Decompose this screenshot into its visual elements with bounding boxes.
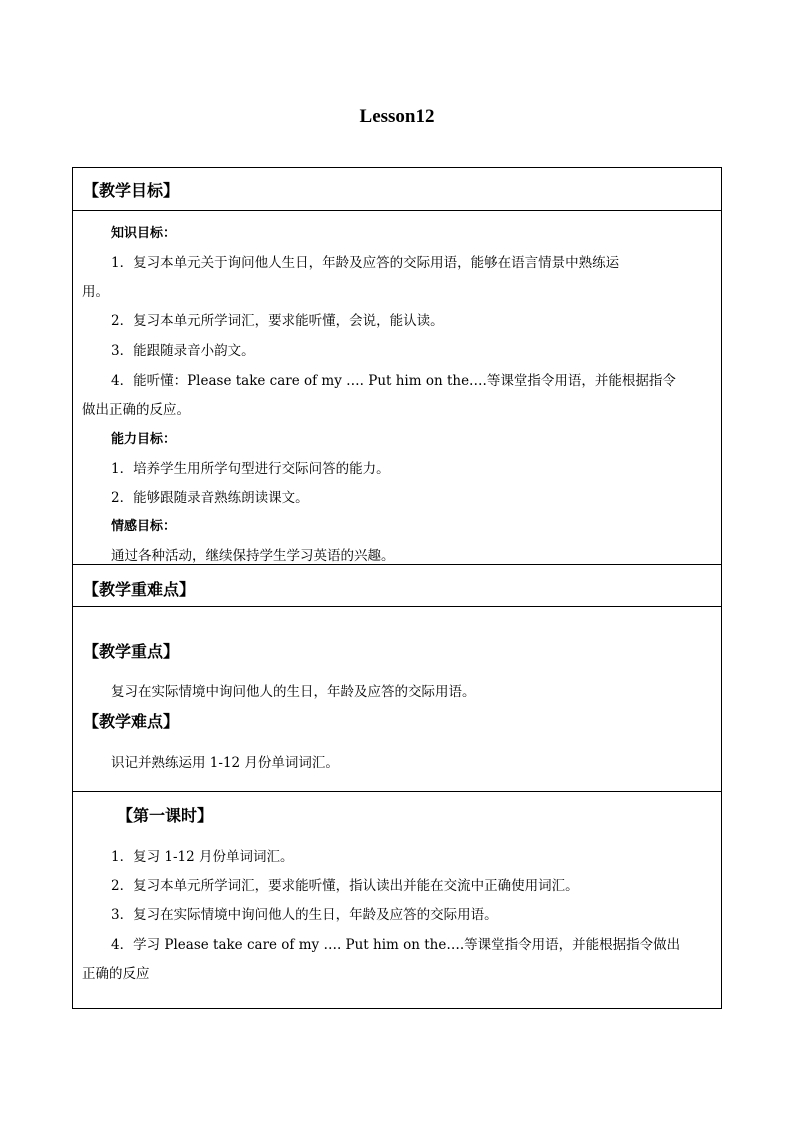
knowledge-item: 3．能跟随录音小韵文。 [111,343,255,359]
difficulty-header: 【教学难点】 [83,712,180,731]
knowledge-label: 知识目标： [111,226,177,241]
emotion-label: 情感目标： [111,519,177,534]
lesson-header: 【第一课时】 [117,806,214,825]
knowledge-item: 4．能听懂：Please take care of my …. Put him on the….等课堂指令用语，并能根据指令 [111,373,676,389]
difficulty-text: 识记并熟练运用 1-12 月份单词词汇。 [111,755,339,771]
page-title: Lesson12 [359,106,435,127]
ability-item: 1．培养学生用所学句型进行交际问答的能力。 [111,461,390,477]
key-points-header: 【教学重难点】 [83,580,196,599]
divider [73,210,721,211]
lesson-item: 3．复习在实际情境中询问他人的生日，年龄及应答的交际用语。 [111,907,498,923]
lesson-item: 2．复习本单元所学词汇，要求能听懂，指认读出并能在交流中正确使用词汇。 [111,878,579,894]
lesson-plan-table [72,167,722,1009]
emotion-text: 通过各种活动，继续保持学生学习英语的兴趣。 [111,548,395,564]
divider [73,564,721,565]
knowledge-item: 用。 [82,284,109,300]
focus-text: 复习在实际情境中询问他人的生日，年龄及应答的交际用语。 [111,684,476,700]
ability-item: 2．能够跟随录音熟练朗读课文。 [111,490,309,506]
objectives-header: 【教学目标】 [83,181,180,200]
knowledge-item: 做出正确的反应。 [82,402,190,418]
lesson-item: 1．复习 1-12 月份单词词汇。 [111,849,294,865]
divider [73,606,721,607]
lesson-item: 4．学习 Please take care of my …. Put him on the….等课堂指令用语，并能根据指令做出 [111,937,681,953]
knowledge-item: 2．复习本单元所学词汇，要求能听懂，会说，能认读。 [111,313,444,329]
ability-label: 能力目标： [111,432,177,447]
lesson-item: 正确的反应 [82,966,150,982]
divider [73,791,721,792]
knowledge-item: 1．复习本单元关于询问他人生日，年龄及应答的交际用语，能够在语言情景中熟练运 [111,255,620,271]
focus-header: 【教学重点】 [83,642,180,661]
